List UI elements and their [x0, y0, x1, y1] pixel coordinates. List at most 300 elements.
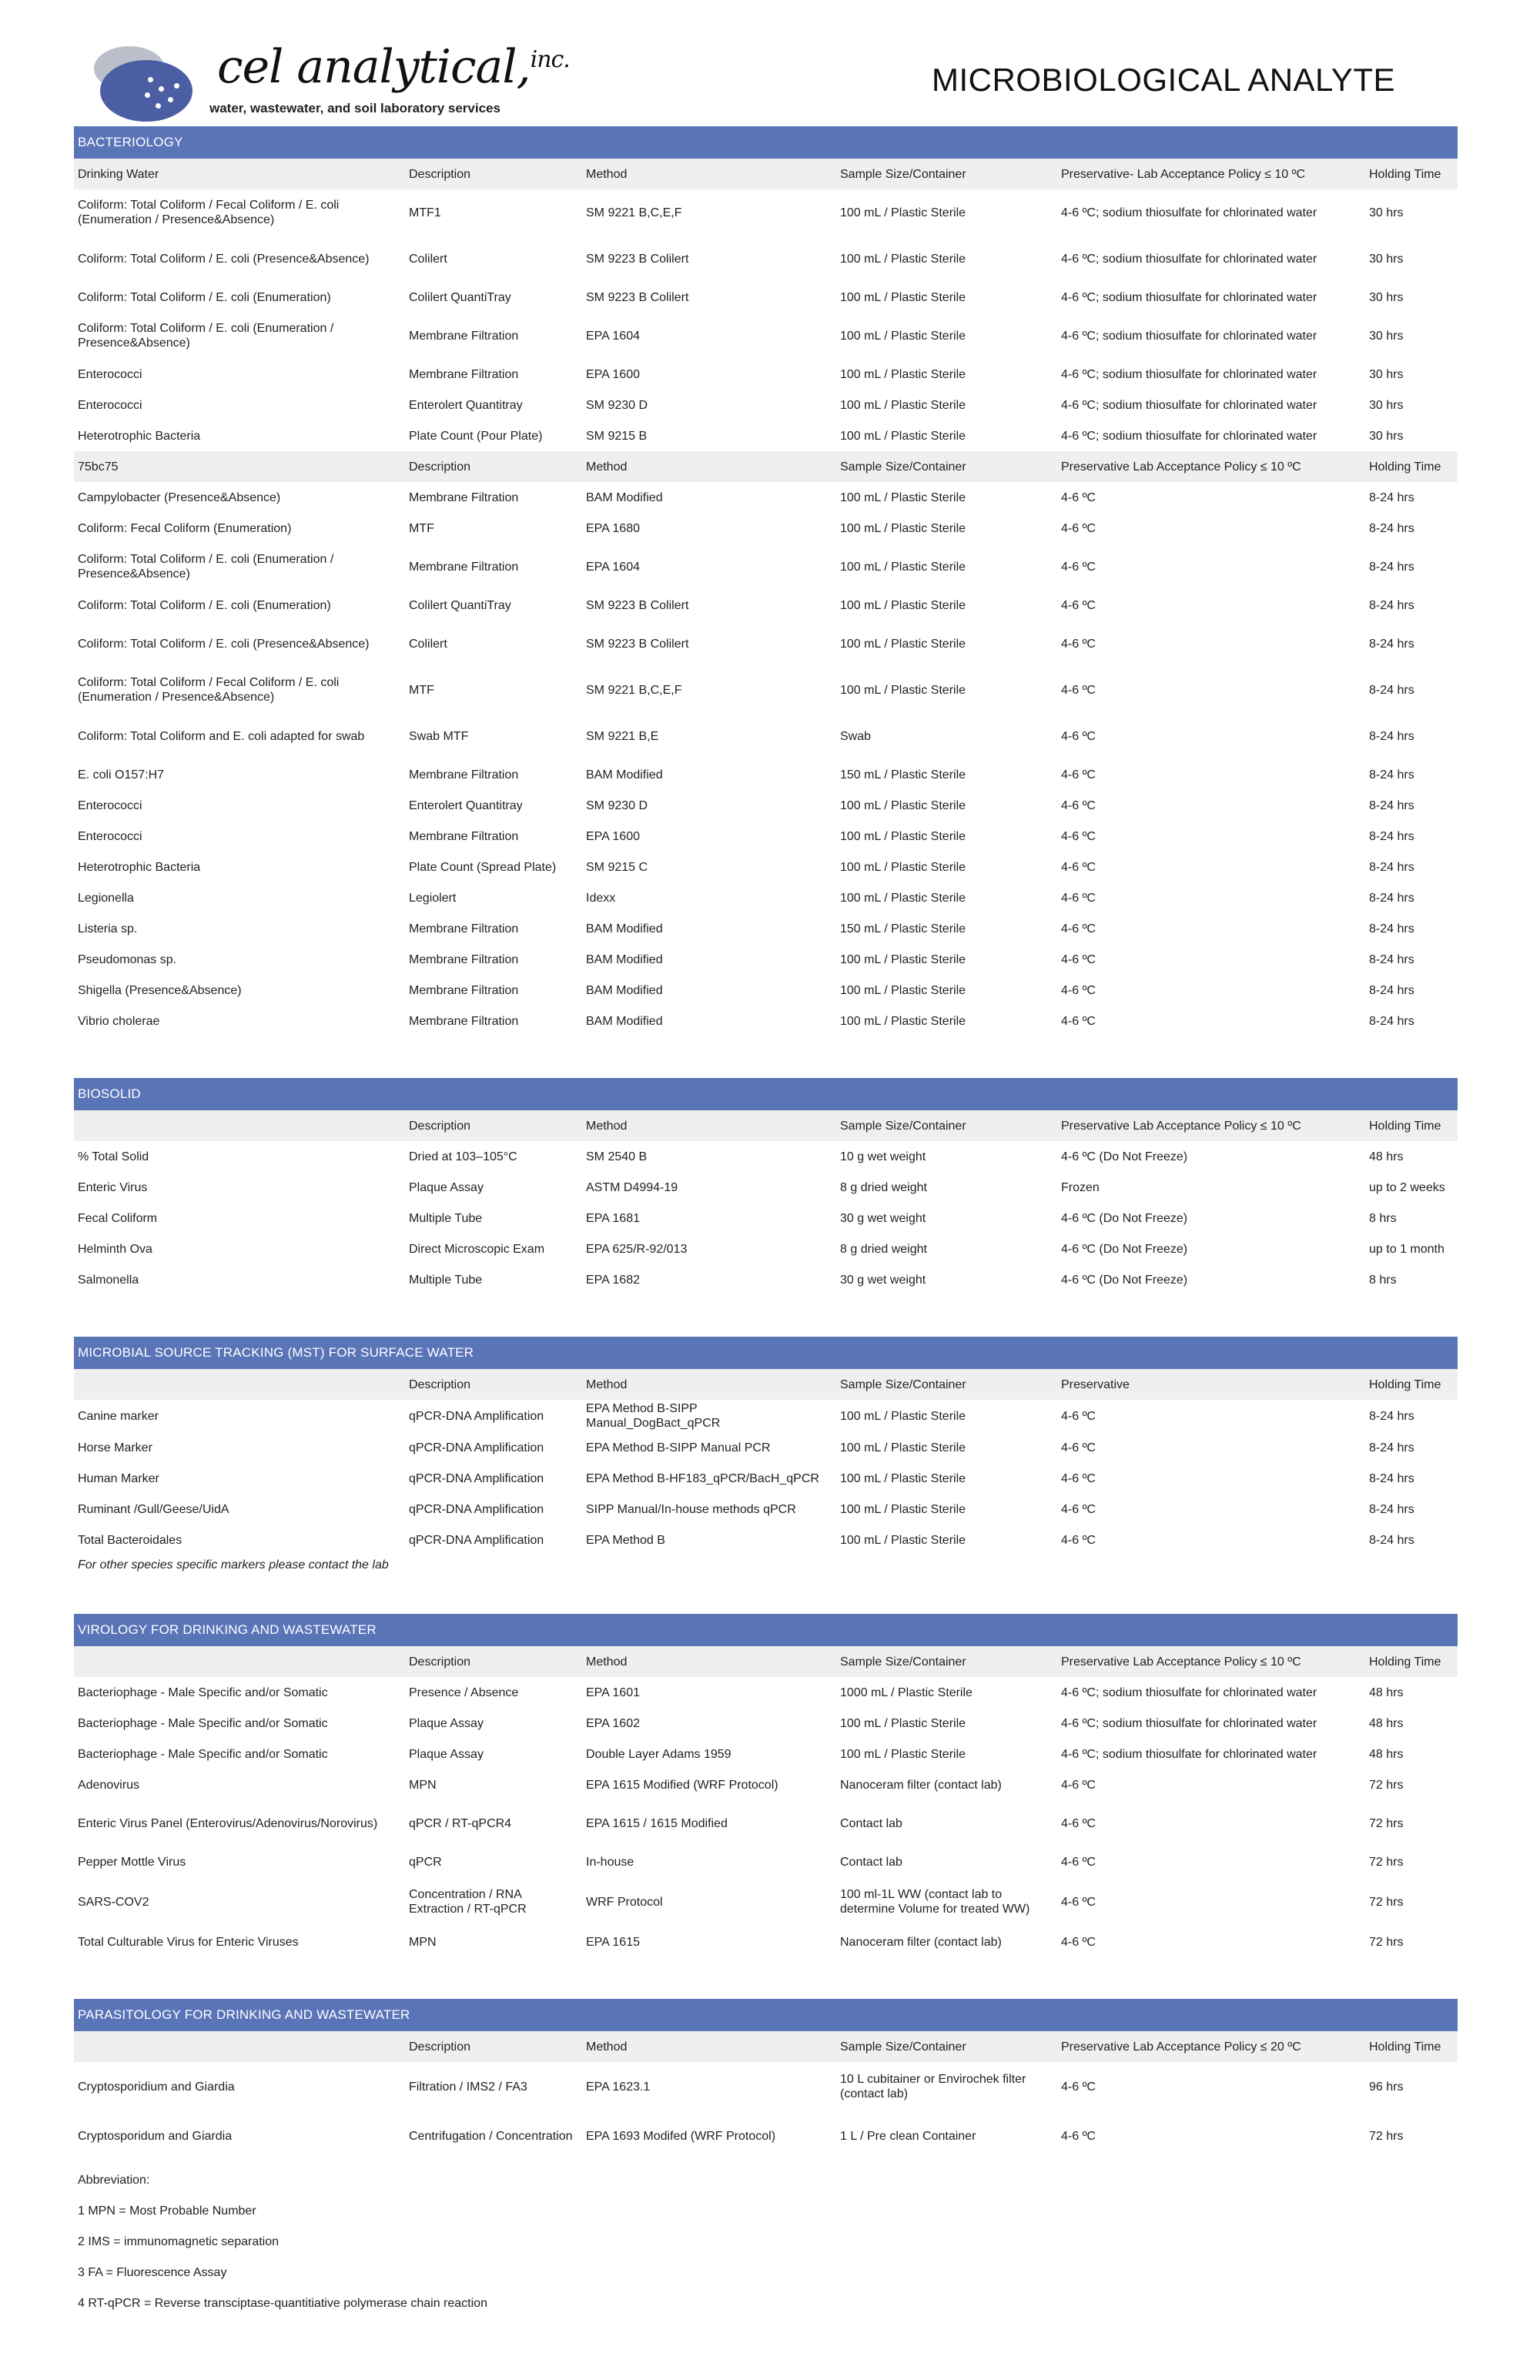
column-header: Preservative Lab Acceptance Policy ≤ 10 ºC: [1057, 451, 1365, 482]
column-header: Method: [582, 451, 836, 482]
column-header: Method: [582, 1646, 836, 1677]
table-cell: 100 mL / Plastic Sterile: [840, 983, 966, 997]
table-cell: Enteric Virus: [78, 1180, 148, 1194]
analyte-table: [74, 1110, 1458, 1295]
table-row: [74, 236, 1458, 282]
table-cell: BAM Modified: [586, 768, 663, 782]
section-gap: [74, 1036, 1458, 1078]
table-cell: 72 hrs: [1369, 1816, 1404, 1830]
table-cell: Coliform: Total Coliform / E. coli (Presence&Absence): [78, 637, 370, 651]
table-cell: 8-24 hrs: [1369, 922, 1414, 936]
table-row: [74, 544, 1458, 590]
table-cell: SM 9223 B Colilert: [586, 637, 689, 651]
table-row: [74, 1172, 1458, 1203]
table-cell: Ruminant /Gull/Geese/UidA: [78, 1502, 229, 1516]
table-row: [74, 713, 1458, 759]
table-cell: EPA 1615 / 1615 Modified: [586, 1816, 728, 1830]
abbreviation-item: 1 MPN = Most Probable Number: [78, 2204, 256, 2218]
table-cell: Cryptosporidum and Giardia: [78, 2129, 233, 2143]
table-cell: EPA 1601: [586, 1685, 640, 1699]
table-cell: 100 mL / Plastic Sterile: [840, 952, 966, 966]
table-cell: 48 hrs: [1369, 1150, 1404, 1163]
table-row: [74, 975, 1458, 1006]
table-row: [74, 359, 1458, 390]
table-cell: 4-6 ºC: [1061, 860, 1096, 874]
table-cell: Coliform: Total Coliform / E. coli (Enumeration): [78, 598, 331, 612]
table-cell: 8-24 hrs: [1369, 860, 1414, 874]
table-cell: 4-6 ºC; sodium thiosulfate for chlorinated water: [1061, 367, 1317, 381]
table-cell: 4-6 ºC; sodium thiosulfate for chlorinated water: [1061, 206, 1317, 219]
table-cell: Membrane Filtration: [409, 490, 519, 504]
table-row: [74, 1494, 1458, 1525]
table-cell: Enterolert Quantitray: [409, 798, 523, 812]
table-cell: 30 hrs: [1369, 290, 1404, 304]
abbreviation-item: 3 FA = Fluorescence Assay: [78, 2266, 227, 2279]
table-cell: 8-24 hrs: [1369, 683, 1414, 697]
column-header: Holding Time: [1365, 1110, 1458, 1141]
logo-wordmark: [217, 40, 570, 94]
table-cell: 4-6 ºC: [1061, 1014, 1096, 1028]
analyte-table: [74, 1646, 1458, 1957]
table-cell: 4-6 ºC: [1061, 1409, 1096, 1423]
table-cell: qPCR-DNA Amplification: [409, 1502, 544, 1516]
table-cell: BAM Modified: [586, 922, 663, 936]
table-cell: 4-6 ºC: [1061, 1935, 1096, 1949]
table-cell: Multiple Tube: [409, 1273, 483, 1287]
table-cell: 4-6 ºC; sodium thiosulfate for chlorinated water: [1061, 1747, 1317, 1761]
table-cell: 10 g wet weight: [840, 1150, 926, 1163]
table-cell: qPCR / RT-qPCR4: [409, 1816, 512, 1830]
logo-tagline: water, wastewater, and soil laboratory services: [209, 101, 500, 115]
table-cell: Horse Marker: [78, 1441, 152, 1454]
table-cell: 100 mL / Plastic Sterile: [840, 637, 966, 651]
table-cell: 72 hrs: [1369, 2129, 1404, 2143]
table-cell: 4-6 ºC: [1061, 2129, 1096, 2143]
table-row: [74, 621, 1458, 667]
table-cell: Pseudomonas sp.: [78, 952, 177, 966]
table-cell: 72 hrs: [1369, 1855, 1404, 1869]
column-header: 75bc75: [74, 451, 405, 482]
table-cell: 30 hrs: [1369, 429, 1404, 443]
table-cell: Enterococci: [78, 367, 142, 381]
table-cell: Membrane Filtration: [409, 768, 519, 782]
table-cell: EPA 1600: [586, 829, 640, 843]
table-cell: 4-6 ºC: [1061, 1502, 1096, 1516]
table-row: [74, 2062, 1458, 2111]
table-cell: 4-6 ºC (Do Not Freeze): [1061, 1211, 1188, 1225]
table-cell: EPA 1615 Modified (WRF Protocol): [586, 1778, 778, 1792]
section-gap: [74, 1295, 1458, 1337]
table-cell: 8-24 hrs: [1369, 798, 1414, 812]
table-cell: 100 mL / Plastic Sterile: [840, 1014, 966, 1028]
table-cell: qPCR-DNA Amplification: [409, 1409, 544, 1423]
table-cell: 4-6 ºC; sodium thiosulfate for chlorinated water: [1061, 329, 1317, 343]
table-cell: Plaque Assay: [409, 1747, 484, 1761]
table-cell: 4-6 ºC: [1061, 922, 1096, 936]
table-cell: Colilert QuantiTray: [409, 598, 511, 612]
table-cell: 100 mL / Plastic Sterile: [840, 798, 966, 812]
table-cell: 48 hrs: [1369, 1747, 1404, 1761]
table-cell: 4-6 ºC: [1061, 891, 1096, 905]
column-header: Description: [405, 159, 582, 189]
section-gap: [74, 1957, 1458, 1999]
column-header: Sample Size/Container: [836, 1646, 1057, 1677]
table-cell: 4-6 ºC: [1061, 729, 1096, 743]
page-header: [0, 0, 1540, 127]
table-cell: SM 9221 B,E: [586, 729, 659, 743]
table-row: [74, 313, 1458, 359]
table-cell: 72 hrs: [1369, 1895, 1404, 1909]
page-title: MICROBIOLOGICAL ANALYTE: [932, 62, 1395, 98]
table-cell: 100 mL / Plastic Sterile: [840, 398, 966, 412]
abbreviations-title: Abbreviation:: [78, 2174, 150, 2187]
table-cell: 30 hrs: [1369, 329, 1404, 343]
column-header: [74, 1646, 405, 1677]
table-cell: 8-24 hrs: [1369, 952, 1414, 966]
table-cell: Membrane Filtration: [409, 952, 519, 966]
table-row: [74, 852, 1458, 882]
table-cell: SM 9221 B,C,E,F: [586, 683, 682, 697]
table-cell: 4-6 ºC: [1061, 1778, 1096, 1792]
table-row: [74, 759, 1458, 790]
table-cell: 100 mL / Plastic Sterile: [840, 429, 966, 443]
logo-icon: [100, 60, 192, 122]
table-cell: BAM Modified: [586, 490, 663, 504]
table-cell: SM 9230 D: [586, 398, 648, 412]
table-cell: 4-6 ºC: [1061, 798, 1096, 812]
table-cell: 4-6 ºC: [1061, 560, 1096, 574]
table-cell: Heterotrophic Bacteria: [78, 860, 201, 874]
table-cell: SM 9215 C: [586, 860, 648, 874]
table-cell: Enteric Virus Panel (Enterovirus/Adenovirus/Norovirus): [78, 1816, 378, 1830]
table-cell: Presence / Absence: [409, 1685, 519, 1699]
table-cell: 8-24 hrs: [1369, 1533, 1414, 1547]
table-row: [74, 1846, 1458, 1877]
section-title: PARASITOLOGY FOR DRINKING AND WASTEWATER: [74, 1999, 1458, 2031]
column-header: Description: [405, 451, 582, 482]
table-cell: Dried at 103–105°C: [409, 1150, 517, 1163]
column-header: Sample Size/Container: [836, 1369, 1057, 1400]
table-header-row: [74, 1110, 1458, 1141]
table-cell: 8-24 hrs: [1369, 891, 1414, 905]
table-cell: 30 hrs: [1369, 206, 1404, 219]
table-cell: 4-6 ºC; sodium thiosulfate for chlorinated water: [1061, 398, 1317, 412]
table-cell: 72 hrs: [1369, 1778, 1404, 1792]
column-header: Sample Size/Container: [836, 159, 1057, 189]
table-cell: Shigella (Presence&Absence): [78, 983, 242, 997]
table-cell: 72 hrs: [1369, 1935, 1404, 1949]
table-row: [74, 944, 1458, 975]
table-cell: 8 g dried weight: [840, 1180, 927, 1194]
table-header-row: [74, 2031, 1458, 2062]
table-cell: E. coli O157:H7: [78, 768, 165, 782]
table-cell: 4-6 ºC: [1061, 1533, 1096, 1547]
table-cell: Bacteriophage - Male Specific and/or Somatic: [78, 1747, 328, 1761]
table-cell: 100 mL / Plastic Sterile: [840, 329, 966, 343]
table-cell: 4-6 ºC; sodium thiosulfate for chlorinated water: [1061, 1716, 1317, 1730]
table-row: [74, 1400, 1458, 1432]
table-cell: 8-24 hrs: [1369, 637, 1414, 651]
table-cell: Membrane Filtration: [409, 560, 519, 574]
table-cell: 8-24 hrs: [1369, 1441, 1414, 1454]
table-cell: 30 g wet weight: [840, 1211, 926, 1225]
table-cell: Fecal Coliform: [78, 1211, 158, 1225]
table-header-row: [74, 1369, 1458, 1400]
table-cell: 100 mL / Plastic Sterile: [840, 891, 966, 905]
table-cell: Total Culturable Virus for Enteric Viruses: [78, 1935, 299, 1949]
table-cell: Plaque Assay: [409, 1716, 484, 1730]
table-row: [74, 790, 1458, 821]
table-cell: qPCR-DNA Amplification: [409, 1533, 544, 1547]
table-row: [74, 667, 1458, 713]
section-gap: [74, 1572, 1458, 1614]
table-cell: 100 mL / Plastic Sterile: [840, 1533, 966, 1547]
table-cell: Coliform: Fecal Coliform (Enumeration): [78, 521, 292, 535]
table-cell: MTF: [409, 521, 434, 535]
table-cell: BAM Modified: [586, 1014, 663, 1028]
analyte-table: [74, 1369, 1458, 1555]
table-cell: Swab: [840, 729, 872, 743]
column-header: Sample Size/Container: [836, 2031, 1057, 2062]
table-cell: 8-24 hrs: [1369, 729, 1414, 743]
table-cell: Concentration / RNA Extraction / RT-qPCR: [409, 1888, 527, 1916]
table-cell: 4-6 ºC: [1061, 637, 1096, 651]
table-cell: Membrane Filtration: [409, 1014, 519, 1028]
table-cell: Enterococci: [78, 398, 142, 412]
section-title: BACTERIOLOGY: [74, 126, 1458, 159]
table-cell: 100 mL / Plastic Sterile: [840, 1409, 966, 1423]
table-row: [74, 1203, 1458, 1234]
table-cell: 8-24 hrs: [1369, 1471, 1414, 1485]
table-cell: 4-6 ºC: [1061, 490, 1096, 504]
table-cell: Coliform: Total Coliform / Fecal Coliform / E. coli (Enumeration / Presence&Absence): [78, 676, 340, 704]
analyte-tables: [74, 126, 1458, 2161]
table-cell: 100 mL / Plastic Sterile: [840, 206, 966, 219]
table-cell: Nanoceram filter (contact lab): [840, 1935, 1002, 1949]
table-cell: % Total Solid: [78, 1150, 149, 1163]
table-cell: Coliform: Total Coliform / E. coli (Presence&Absence): [78, 252, 370, 266]
table-cell: Nanoceram filter (contact lab): [840, 1778, 1002, 1792]
table-cell: Double Layer Adams 1959: [586, 1747, 732, 1761]
table-cell: Campylobacter (Presence&Absence): [78, 490, 281, 504]
table-cell: 100 mL / Plastic Sterile: [840, 367, 966, 381]
table-cell: EPA 1681: [586, 1211, 640, 1225]
table-cell: Contact lab: [840, 1855, 902, 1869]
table-cell: qPCR: [409, 1855, 442, 1869]
table-row: [74, 590, 1458, 621]
table-cell: EPA Method B-SIPP Manual PCR: [586, 1441, 771, 1454]
table-cell: Membrane Filtration: [409, 829, 519, 843]
table-cell: 4-6 ºC: [1061, 1855, 1096, 1869]
column-header: [74, 2031, 405, 2062]
table-row: [74, 282, 1458, 313]
table-cell: SM 9223 B Colilert: [586, 598, 689, 612]
table-row: [74, 1141, 1458, 1172]
column-header: Drinking Water: [74, 159, 405, 189]
table-cell: MTF1: [409, 206, 441, 219]
table-cell: Membrane Filtration: [409, 983, 519, 997]
table-cell: Colilert: [409, 252, 447, 266]
table-row: [74, 1463, 1458, 1494]
table-cell: 8-24 hrs: [1369, 829, 1414, 843]
table-cell: 4-6 ºC: [1061, 1441, 1096, 1454]
table-cell: BAM Modified: [586, 983, 663, 997]
table-cell: 150 mL / Plastic Sterile: [840, 922, 966, 936]
table-cell: 100 mL / Plastic Sterile: [840, 860, 966, 874]
table-row: [74, 420, 1458, 451]
analyte-table: [74, 159, 1458, 1036]
table-cell: In-house: [586, 1855, 634, 1869]
table-row: [74, 513, 1458, 544]
table-cell: 100 mL / Plastic Sterile: [840, 683, 966, 697]
table-cell: Bacteriophage - Male Specific and/or Somatic: [78, 1685, 328, 1699]
table-cell: Enterococci: [78, 798, 142, 812]
table-row: [74, 390, 1458, 420]
table-cell: 8-24 hrs: [1369, 1014, 1414, 1028]
table-cell: EPA Method B-HF183_qPCR/BacH_qPCR: [586, 1471, 819, 1485]
table-cell: 8-24 hrs: [1369, 1409, 1414, 1423]
table-cell: SM 9221 B,C,E,F: [586, 206, 682, 219]
table-cell: EPA Method B-SIPP Manual_DogBact_qPCR: [586, 1402, 721, 1430]
column-header: Preservative: [1057, 1369, 1365, 1400]
table-cell: 100 mL / Plastic Sterile: [840, 521, 966, 535]
column-header: Description: [405, 2031, 582, 2062]
table-cell: 8-24 hrs: [1369, 983, 1414, 997]
table-row: [74, 1234, 1458, 1264]
table-cell: 100 mL / Plastic Sterile: [840, 1716, 966, 1730]
table-cell: 4-6 ºC; sodium thiosulfate for chlorinated water: [1061, 252, 1317, 266]
abbreviation-item: 2 IMS = immunomagnetic separation: [78, 2235, 280, 2248]
table-row: [74, 1525, 1458, 1555]
column-header: [74, 1110, 405, 1141]
column-header: Preservative Lab Acceptance Policy ≤ 10 ºC: [1057, 1646, 1365, 1677]
table-cell: 4-6 ºC (Do Not Freeze): [1061, 1150, 1188, 1163]
column-header: Holding Time: [1365, 2031, 1458, 2062]
table-cell: Centrifugation / Concentration: [409, 2129, 573, 2143]
table-cell: 4-6 ºC: [1061, 683, 1096, 697]
table-cell: 8-24 hrs: [1369, 598, 1414, 612]
table-cell: Enterococci: [78, 829, 142, 843]
table-row: [74, 2111, 1458, 2161]
table-cell: 30 hrs: [1369, 367, 1404, 381]
table-cell: 10 L cubitainer or Envirochek filter (contact lab): [840, 2073, 1026, 2100]
table-header-row: [74, 159, 1458, 189]
table-row: [74, 1800, 1458, 1846]
table-cell: Human Marker: [78, 1471, 159, 1485]
column-header: Holding Time: [1365, 451, 1458, 482]
table-cell: EPA 1693 Modifed (WRF Protocol): [586, 2129, 776, 2143]
table-cell: EPA 1600: [586, 367, 640, 381]
table-cell: 100 mL / Plastic Sterile: [840, 290, 966, 304]
table-header-row: [74, 451, 1458, 482]
table-cell: Legionella: [78, 891, 134, 905]
column-header: Description: [405, 1369, 582, 1400]
column-header: [74, 1369, 405, 1400]
table-cell: EPA 1680: [586, 521, 640, 535]
table-cell: 100 mL / Plastic Sterile: [840, 1441, 966, 1454]
column-header: Sample Size/Container: [836, 1110, 1057, 1141]
table-cell: Legiolert: [409, 891, 457, 905]
table-cell: 48 hrs: [1369, 1716, 1404, 1730]
table-cell: WRF Protocol: [586, 1895, 663, 1909]
table-cell: 100 mL / Plastic Sterile: [840, 490, 966, 504]
table-cell: 4-6 ºC; sodium thiosulfate for chlorinated water: [1061, 1685, 1317, 1699]
table-row: [74, 1769, 1458, 1800]
table-cell: SM 2540 B: [586, 1150, 648, 1163]
table-cell: Adenovirus: [78, 1778, 140, 1792]
table-cell: BAM Modified: [586, 952, 663, 966]
table-cell: Frozen: [1061, 1180, 1100, 1194]
table-cell: Plaque Assay: [409, 1180, 484, 1194]
column-header: Method: [582, 1369, 836, 1400]
column-header: Preservative Lab Acceptance Policy ≤ 10 ºC: [1057, 1110, 1365, 1141]
table-cell: EPA 1604: [586, 560, 640, 574]
table-cell: 100 mL / Plastic Sterile: [840, 1747, 966, 1761]
column-header: Method: [582, 159, 836, 189]
table-row: [74, 1926, 1458, 1957]
table-cell: Coliform: Total Coliform / Fecal Coliform / E. coli (Enumeration / Presence&Absence): [78, 199, 340, 226]
table-cell: Colilert QuantiTray: [409, 290, 511, 304]
table-cell: Listeria sp.: [78, 922, 138, 936]
section-title: BIOSOLID: [74, 1078, 1458, 1110]
table-cell: 30 g wet weight: [840, 1273, 926, 1287]
table-cell: EPA Method B: [586, 1533, 665, 1547]
table-cell: MTF: [409, 683, 434, 697]
table-row: [74, 1264, 1458, 1295]
table-cell: SARS-COV2: [78, 1895, 149, 1909]
table-cell: 30 hrs: [1369, 398, 1404, 412]
abbreviation-item: 4 RT-qPCR = Reverse transciptase-quantitiative polymerase chain reaction: [78, 2297, 487, 2310]
table-cell: SIPP Manual/In-house methods qPCR: [586, 1502, 796, 1516]
table-cell: 4-6 ºC; sodium thiosulfate for chlorinated water: [1061, 429, 1317, 443]
table-cell: 96 hrs: [1369, 2080, 1404, 2094]
table-cell: Idexx: [586, 891, 616, 905]
table-cell: SM 9230 D: [586, 798, 648, 812]
table-cell: Membrane Filtration: [409, 329, 519, 343]
table-cell: Direct Microscopic Exam: [409, 1242, 545, 1256]
table-cell: 4-6 ºC: [1061, 598, 1096, 612]
table-cell: 100 mL / Plastic Sterile: [840, 1502, 966, 1516]
table-cell: Plate Count (Spread Plate): [409, 860, 557, 874]
column-header: Description: [405, 1110, 582, 1141]
table-cell: 1 L / Pre clean Container: [840, 2129, 976, 2143]
table-cell: 100 mL / Plastic Sterile: [840, 598, 966, 612]
table-cell: 100 mL / Plastic Sterile: [840, 1471, 966, 1485]
table-cell: 4-6 ºC: [1061, 1816, 1096, 1830]
table-row: [74, 1877, 1458, 1926]
table-cell: Coliform: Total Coliform / E. coli (Enumeration / Presence&Absence): [78, 553, 334, 581]
column-header: Method: [582, 2031, 836, 2062]
table-row: [74, 913, 1458, 944]
abbreviations: [78, 2173, 487, 2327]
table-row: [74, 189, 1458, 236]
table-cell: SM 9215 B: [586, 429, 648, 443]
column-header: Preservative Lab Acceptance Policy ≤ 20 ºC: [1057, 2031, 1365, 2062]
table-cell: Helminth Ova: [78, 1242, 152, 1256]
table-cell: 4-6 ºC: [1061, 521, 1096, 535]
table-cell: Membrane Filtration: [409, 367, 519, 381]
table-cell: 8 hrs: [1369, 1273, 1397, 1287]
table-cell: EPA 1604: [586, 329, 640, 343]
table-cell: EPA 1682: [586, 1273, 640, 1287]
table-cell: Coliform: Total Coliform and E. coli adapted for swab: [78, 729, 365, 743]
table-cell: up to 1 month: [1369, 1242, 1445, 1256]
table-cell: Canine marker: [78, 1409, 159, 1423]
table-cell: 4-6 ºC: [1061, 1471, 1096, 1485]
table-cell: 48 hrs: [1369, 1685, 1404, 1699]
table-cell: SM 9223 B Colilert: [586, 252, 689, 266]
table-row: [74, 1432, 1458, 1463]
